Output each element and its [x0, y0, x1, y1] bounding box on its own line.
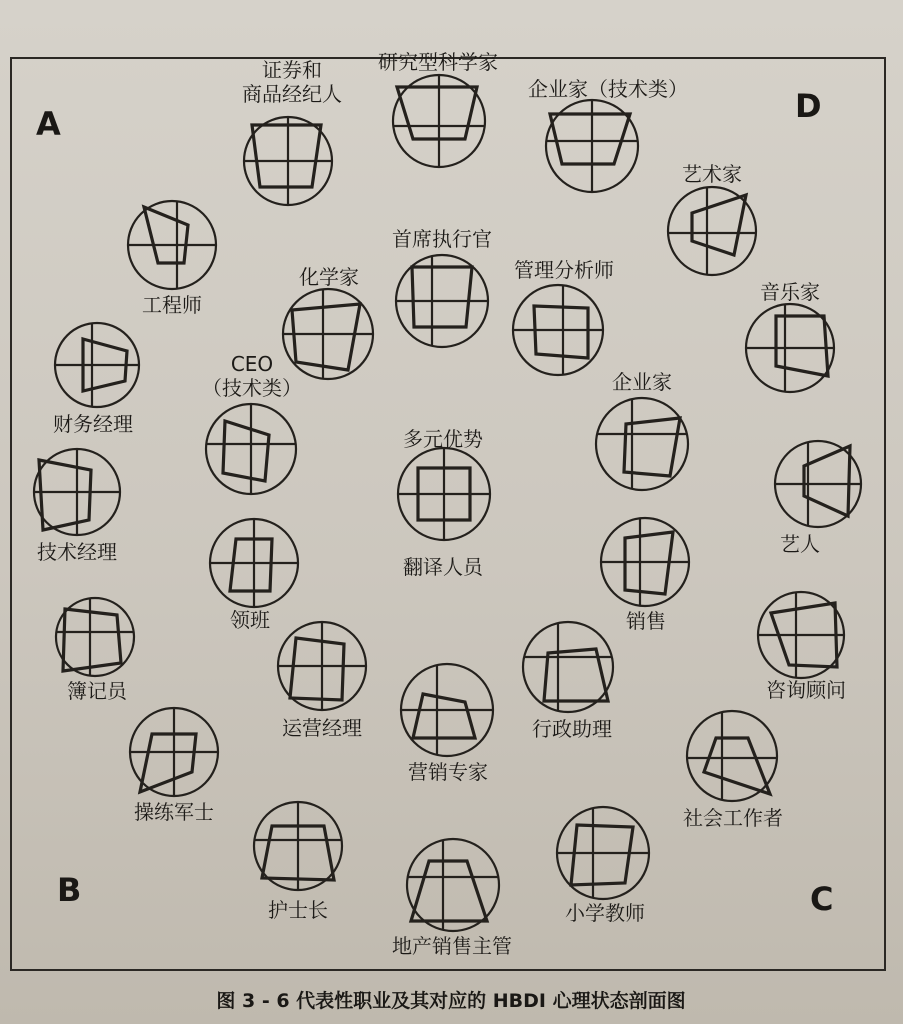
profession-label-line: 首席执行官 [392, 227, 492, 251]
profile-shape [412, 267, 472, 327]
profession-label-line: CEO [230, 352, 274, 376]
profile-glyph-social-worker [687, 711, 777, 801]
profession-label-marketing-specialist [408, 760, 488, 784]
profile-shape [411, 861, 487, 921]
profile-glyph-multi-dominant [398, 448, 490, 540]
profession-label-line: 管理分析师 [514, 258, 614, 282]
profession-label-line: 小学教师 [565, 901, 645, 925]
profession-label-operations-manager [282, 716, 362, 740]
profile-glyph-chief-executive [396, 255, 488, 347]
profile-glyph-foreman [210, 519, 298, 607]
profession-label-line: 簿记员 [67, 679, 127, 703]
profile-glyph-ceo-tech [206, 404, 296, 494]
profession-label-line: 艺人 [780, 532, 820, 556]
profile-shape [550, 114, 630, 164]
profession-label-translator [403, 555, 483, 579]
profile-glyph-operations-manager [278, 622, 366, 710]
profile-shape [292, 304, 360, 370]
profession-label-consultant [766, 678, 846, 702]
profile-glyph-admin-assistant [523, 622, 613, 712]
profession-label-line: 艺术家 [682, 162, 742, 186]
profile-shape [571, 825, 633, 885]
profession-label-chief-executive [392, 227, 492, 251]
profile-glyph-sales [601, 518, 689, 606]
profile-glyph-entrepreneur-tech [546, 100, 638, 192]
profile-shape [692, 195, 746, 255]
profile-shape [140, 734, 196, 792]
profession-label-chemist [299, 265, 359, 289]
profile-shape [144, 207, 188, 263]
profile-glyph-engineer [128, 201, 216, 289]
profession-label-line: 财务经理 [53, 412, 133, 436]
profile-shape [223, 421, 269, 481]
profile-glyph-drill-sergeant [130, 708, 218, 796]
profile-shape [704, 738, 770, 794]
profession-label-line: （技术类） [202, 376, 302, 400]
profile-shape [63, 609, 121, 671]
profile-glyph-management-analyst [513, 285, 603, 375]
quadrant-d-label: D [795, 87, 822, 125]
profession-label-musician [760, 280, 820, 304]
profession-label-line: 企业家 [612, 370, 672, 394]
profession-label-bookkeeper [67, 679, 127, 703]
profile-glyph-consultant [758, 592, 844, 678]
profession-label-admin-assistant [532, 717, 612, 741]
profile-shape [804, 446, 850, 516]
profession-label-real-estate-manager [392, 934, 512, 958]
profile-glyph-head-nurse [254, 802, 342, 890]
profession-label-engineer [142, 293, 202, 317]
profession-label-entertainer [780, 532, 820, 556]
profession-label-line: 音乐家 [760, 280, 820, 304]
profession-label-foreman [230, 608, 270, 632]
profile-glyph-artist [668, 187, 756, 275]
profession-label-head-nurse [268, 898, 328, 922]
profession-label-line: 营销专家 [408, 760, 488, 784]
profile-glyph-marketing-specialist [401, 664, 493, 756]
profession-label-line: 领班 [230, 608, 270, 632]
profession-label-line: 研究型科学家 [378, 50, 498, 74]
profile-circle [668, 187, 756, 275]
profession-label-line: 操练军士 [134, 800, 214, 824]
profile-shape [397, 87, 477, 139]
profession-label-social-worker [683, 806, 783, 830]
quadrant-a-label: A [36, 105, 61, 143]
profession-label-line: 商品经纪人 [242, 82, 342, 106]
profession-label-research-scientist [378, 50, 498, 74]
profile-glyph-real-estate-manager [407, 839, 499, 931]
profile-circle [687, 711, 777, 801]
profession-label-multi-dominant [403, 427, 483, 451]
profile-shape [776, 316, 828, 376]
profession-label-technical-manager [37, 540, 117, 564]
profile-glyph-bookkeeper [56, 598, 134, 676]
profile-glyph-research-scientist [393, 75, 485, 167]
profession-label-line: 地产销售主管 [392, 934, 512, 958]
profile-glyph-entrepreneur [596, 398, 688, 490]
profession-label-line: 企业家（技术类） [528, 77, 688, 101]
profession-label-line: 运营经理 [282, 716, 362, 740]
profession-label-drill-sergeant [134, 800, 214, 824]
profession-label-financial-manager [53, 412, 133, 436]
profession-label-artist [682, 162, 742, 186]
profile-shape [290, 638, 344, 700]
profile-glyph-securities [244, 117, 332, 205]
profile-glyph-musician [746, 304, 834, 392]
profile-glyph-primary-teacher [557, 807, 649, 899]
profession-label-line: 销售 [626, 609, 666, 633]
profile-glyph-financial-manager [55, 323, 139, 407]
profession-label-line: 咨询顾问 [766, 678, 846, 702]
profession-label-line: 翻译人员 [403, 555, 483, 579]
profile-shape [413, 694, 475, 738]
quadrant-c-label: C [810, 880, 834, 918]
profession-label-line: 社会工作者 [683, 806, 783, 830]
profession-label-line: 证券和 [262, 58, 322, 82]
profession-label-line: 技术经理 [37, 540, 117, 564]
quadrant-b-label: B [57, 871, 82, 909]
profession-label-line: 化学家 [299, 265, 359, 289]
profession-label-line: 行政助理 [532, 717, 612, 741]
profile-shape [534, 306, 588, 358]
profession-label-primary-teacher [565, 901, 645, 925]
profile-glyph-entertainer [775, 441, 861, 527]
profession-label-line: 护士长 [268, 898, 328, 922]
profession-label-line: 工程师 [142, 293, 202, 317]
profession-label-line: 多元优势 [403, 427, 483, 451]
profile-shape [230, 539, 272, 591]
profession-label-entrepreneur-tech [528, 77, 688, 101]
profession-label-sales [626, 609, 666, 633]
profession-label-ceo-tech [202, 352, 302, 400]
profession-label-securities [242, 58, 342, 106]
profession-label-management-analyst [514, 258, 614, 282]
profile-shape [39, 460, 91, 530]
profile-shape [252, 125, 321, 187]
figure-caption: 图 3 - 6 代表性职业及其对应的 HBDI 心理状态剖面图 [216, 990, 686, 1012]
profession-label-entrepreneur [612, 370, 672, 394]
profile-glyph-technical-manager [34, 449, 120, 535]
